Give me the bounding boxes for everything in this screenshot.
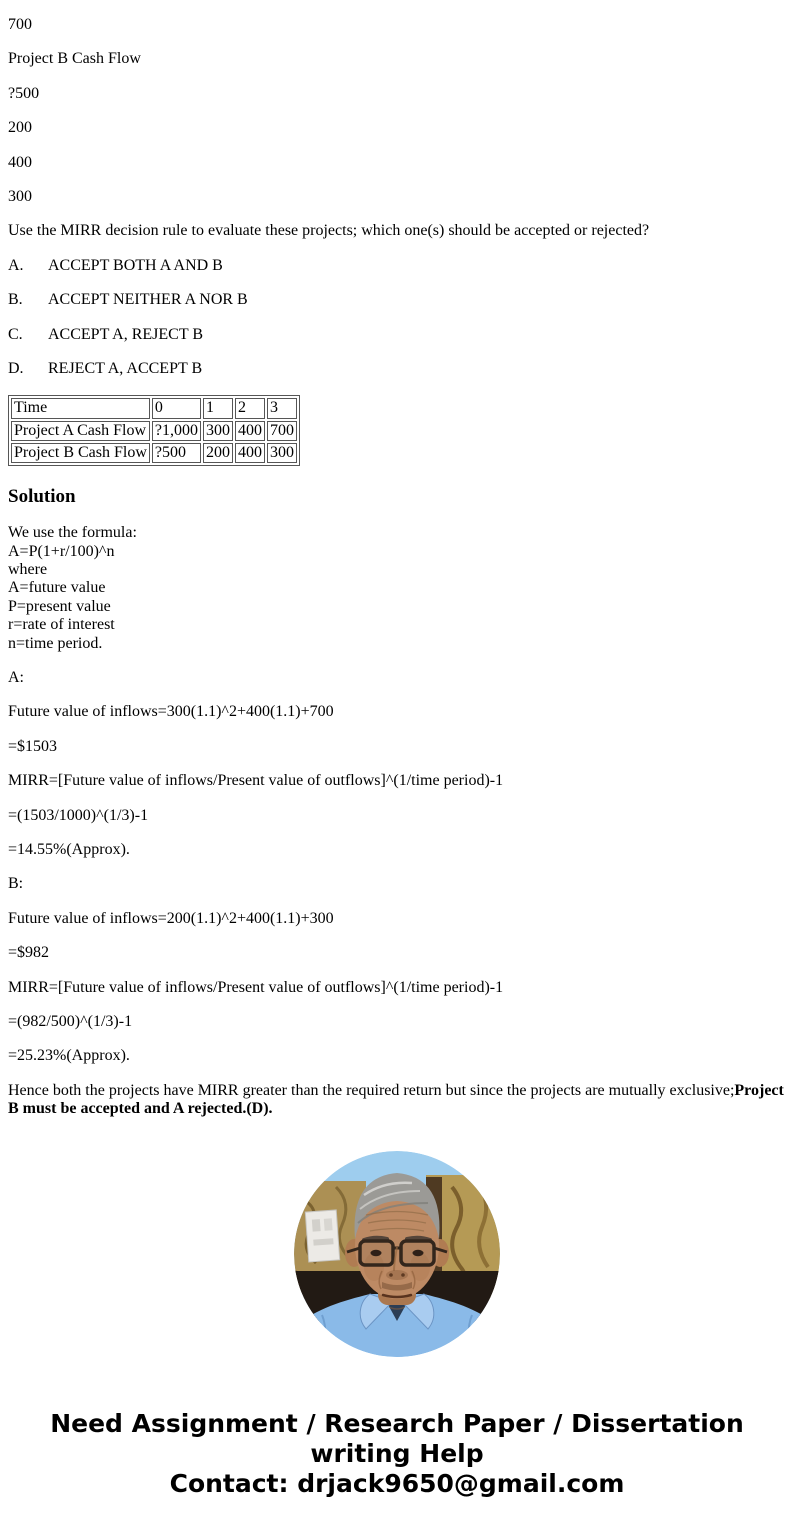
table-cell: Project B Cash Flow <box>11 443 150 463</box>
option-letter: A. <box>8 256 24 274</box>
solution-step: MIRR=[Future value of inflows/Present value of outflows]^(1/time period)-1 <box>8 772 504 790</box>
table-cell: 700 <box>267 421 297 441</box>
conclusion-bold: Project B must be accepted and A rejected.(D). <box>8 1081 784 1118</box>
formula-line: A=P(1+r/100)^n <box>8 542 115 560</box>
eye-right <box>413 1249 424 1255</box>
formula-line: n=time period. <box>8 634 103 652</box>
solution-step: =25.23%(Approx). <box>8 1047 130 1065</box>
formula-line: r=rate of interest <box>8 616 115 634</box>
table-row <box>11 398 297 418</box>
table-cell: 200 <box>203 443 233 463</box>
solution-step: B: <box>8 875 24 893</box>
option-text: ACCEPT A, REJECT B <box>48 325 203 343</box>
person-photo-illustration <box>294 1151 500 1357</box>
table-cell: 300 <box>203 421 233 441</box>
cashflow-line: 300 <box>8 187 32 205</box>
cashflow-line: 400 <box>8 153 32 171</box>
solution-step: Future value of inflows=200(1.1)^2+400(1.1)+300 <box>8 909 334 927</box>
formula-line: P=present value <box>8 597 111 615</box>
table-cell: 2 <box>235 398 265 418</box>
switch-panel <box>305 1209 339 1261</box>
option-letter: C. <box>8 325 23 343</box>
cashflow-table <box>8 395 300 466</box>
table-cell: Time <box>11 398 150 418</box>
option-d <box>8 360 786 378</box>
formula-line: A=future value <box>8 579 106 597</box>
solution-heading: Solution <box>8 486 76 508</box>
table-row <box>11 443 297 463</box>
help-banner <box>8 1409 786 1499</box>
eye-left <box>371 1249 382 1255</box>
formula-line: We use the formula: <box>8 524 137 542</box>
option-text: REJECT A, ACCEPT B <box>48 359 203 377</box>
table-cell: Project A Cash Flow <box>11 421 150 441</box>
cashflow-line: 700 <box>8 16 32 33</box>
conclusion-normal: Hence both the projects have MIRR greater than the required return but since the projects are mutually exclusive; <box>8 1081 735 1099</box>
table-cell: ?500 <box>152 443 201 463</box>
solution-step: Future value of inflows=300(1.1)^2+400(1.1)+700 <box>8 703 334 721</box>
option-text: ACCEPT BOTH A AND B <box>48 256 223 274</box>
solution-step: =(982/500)^(1/3)-1 <box>8 1012 133 1030</box>
table-cell: 1 <box>203 398 233 418</box>
option-b <box>8 291 786 309</box>
formula-line: where <box>8 561 48 579</box>
contact-email: Contact: drjack9650@gmail.com <box>169 1468 625 1498</box>
solution-step: =$1503 <box>8 737 58 755</box>
solution-step: =$982 <box>8 944 50 962</box>
solution-step: =14.55%(Approx). <box>8 841 130 858</box>
cashflow-line: ?500 <box>8 84 40 102</box>
option-text: ACCEPT NEITHER A NOR B <box>48 291 248 309</box>
cashflow-line: 200 <box>8 119 32 137</box>
solution-step: MIRR=[Future value of inflows/Present value of outflows]^(1/time period)-1 <box>8 978 504 996</box>
table-cell: 400 <box>235 443 265 463</box>
table-cell: 3 <box>267 398 297 418</box>
option-c <box>8 326 786 344</box>
option-letter: D. <box>8 359 24 377</box>
table-cell: 0 <box>152 398 201 418</box>
question-text: Use the MIRR decision rule to evaluate these projects; which one(s) should be accepted or rejected? <box>8 222 650 240</box>
solution-step: =(1503/1000)^(1/3)-1 <box>8 806 149 824</box>
help-line-2: writing Help <box>310 1438 484 1468</box>
formula-block <box>8 524 786 653</box>
table-cell: 300 <box>267 443 297 463</box>
option-a <box>8 257 786 275</box>
cashflow-line: Project B Cash Flow <box>8 50 141 68</box>
bottom-spacer <box>8 1499 786 1523</box>
help-line-1: Need Assignment / Research Paper / Dissertation <box>50 1408 744 1438</box>
table-cell: 400 <box>235 421 265 441</box>
option-letter: B. <box>8 291 23 309</box>
table-cell: ?1,000 <box>152 421 201 441</box>
table-row <box>11 421 297 441</box>
tutor-avatar <box>294 1151 500 1357</box>
solution-step: A: <box>8 669 24 687</box>
conclusion-text <box>8 1082 786 1119</box>
